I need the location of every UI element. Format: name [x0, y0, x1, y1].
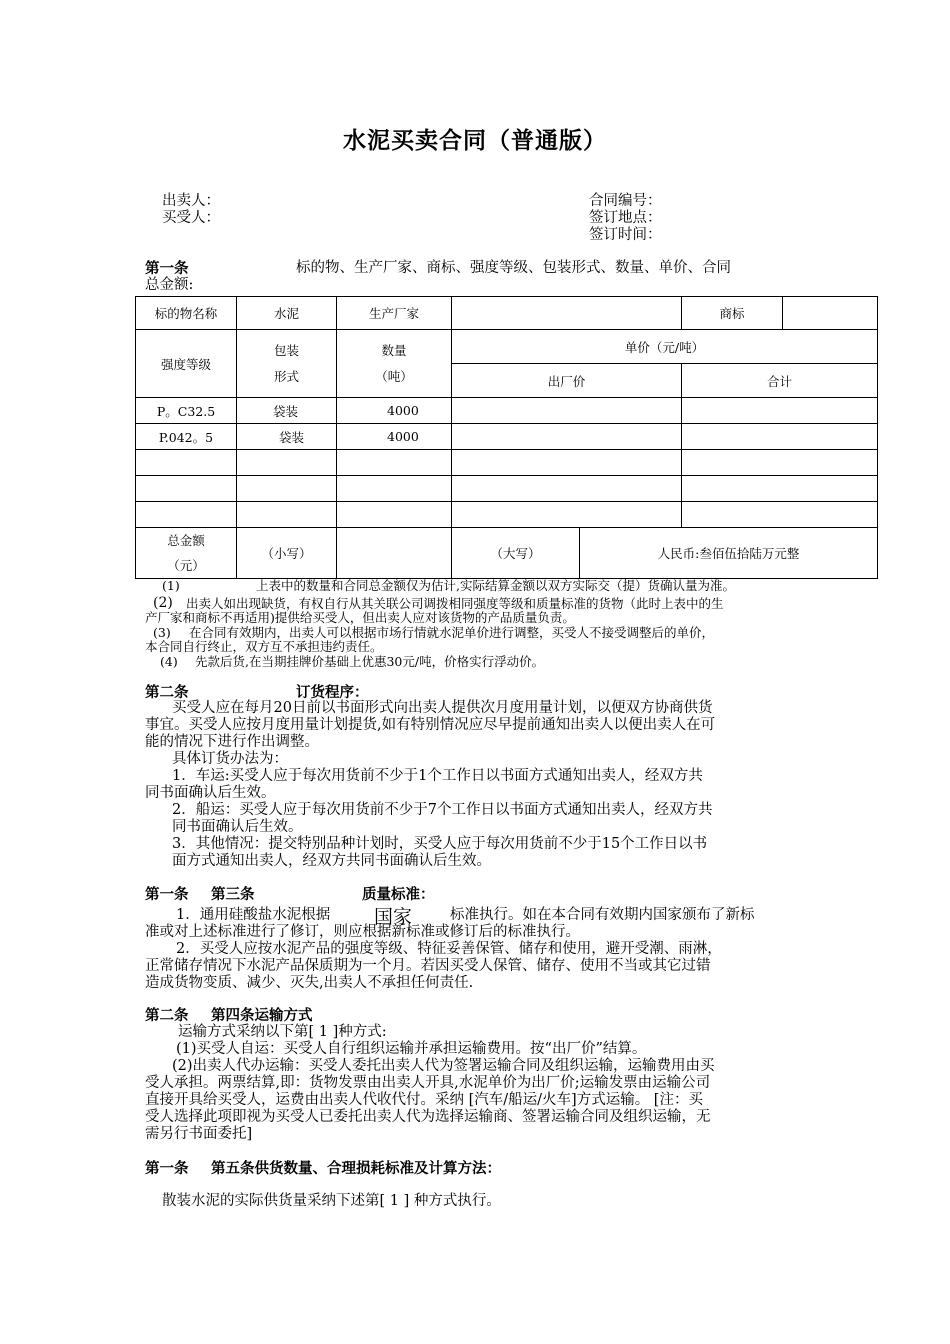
empty-cell	[452, 476, 682, 502]
row1-total	[682, 398, 878, 424]
article1-heading: 标的物、生产厂家、商标、强度等级、包装形式、数量、单价、合同	[296, 260, 731, 276]
article4-heading: 第四条运输方式	[211, 1007, 313, 1024]
row1-factory-price	[452, 398, 682, 424]
total-line1: 总金额	[167, 533, 205, 548]
article5-para1: 散装水泥的实际供货量采纳下述第[ 1 ] 种方式执行。	[162, 1193, 501, 1209]
qty-line1: 数量	[381, 342, 407, 358]
article4-para0: 运输方式采纳以下第[ 1 ]种方式:	[178, 1024, 387, 1040]
note3-num: (3)	[153, 625, 171, 640]
cell-total-header: 合计	[682, 364, 878, 398]
empty-cell	[337, 476, 452, 502]
cell-amount-large-label: （大写）	[452, 528, 580, 579]
article5-label1: 第一条	[145, 1160, 189, 1177]
article3-heading: 质量标准：	[362, 886, 435, 903]
note2-text-cont: 产厂家和商标不再适用)提供给买受人，但出卖人应对该货物的产品质量负责。	[145, 610, 575, 625]
article3-para1: 1．通用硅酸盐水泥根据	[176, 907, 331, 923]
article4-para2-l2: 受人承担。两票结算,即：货物发票由出卖人开具,水泥单价为出厂价;运输发票由运输公司	[145, 1075, 711, 1091]
cell-qty-header	[337, 330, 452, 398]
empty-cell	[237, 502, 337, 528]
seller-field: 出卖人：	[162, 193, 220, 209]
article4-para2-l3: 直接开具给买受人，运费由出卖人代收代付。采纳 [汽车/船运/火车]方式运输。 [注：买	[145, 1092, 703, 1108]
article2-item2-cont: 同书面确认后生效。	[172, 819, 303, 835]
article2-item3: 3．其他情况：提交特别品种计划时，买受人应于每次用货前不少于15个工作日以书	[172, 836, 708, 852]
row2-qty: 4000	[337, 424, 452, 450]
article2-label: 第二条	[145, 684, 189, 701]
goods-table-grid	[135, 296, 878, 579]
document-title: 水泥买卖合同（普通版）	[343, 127, 607, 154]
empty-cell	[337, 450, 452, 476]
row2-total	[682, 424, 878, 450]
empty-cell	[452, 502, 682, 528]
article3-para2-l3: 造成货物变质、减少、灭失,出卖人不承担任何责任.	[145, 975, 474, 991]
article4-para1: (1)买受人自运：买受人自行组织运输并承担运输费用。按“出厂价”结算。	[176, 1041, 647, 1057]
row1-pack: 袋装	[237, 398, 337, 424]
note4-num: (4)	[160, 654, 178, 669]
article4-para2: (2)出卖人代办运输：买受人委托出卖人代为签署运输合同及组织运输，运输费用由买	[172, 1058, 715, 1074]
note2-text: 出卖人如出现缺货，有权自行从其关联公司调拨相同强度等级和质量标准的货物（此时上表中的生	[186, 596, 724, 611]
empty-cell	[337, 502, 452, 528]
cell-goods-name: 水泥	[237, 297, 337, 330]
article2-item3-cont: 面方式通知出卖人，经双方共同书面确认后生效。	[172, 853, 491, 869]
empty-cell	[237, 476, 337, 502]
cell-manufacturer	[452, 297, 682, 330]
cell-amount-small	[337, 528, 452, 579]
article3-para2: 2．买受人应按水泥产品的强度等级、特征妥善保管、储存和使用，避开受潮、雨淋，	[176, 941, 722, 957]
article2-heading: 订货程序：	[296, 684, 369, 701]
empty-cell	[452, 450, 682, 476]
note2-num: (2)	[153, 595, 173, 611]
sign-place-field: 签订地点：	[589, 210, 662, 226]
empty-cell	[136, 502, 237, 528]
row2-factory-price	[452, 424, 682, 450]
sign-time-field: 签订时间：	[589, 227, 662, 243]
cell-factory-price-header: 出厂价	[452, 364, 682, 398]
empty-cell	[136, 476, 237, 502]
note3-text: 在合同有效期内，出卖人可以根据市场行情就水泥单价进行调整，买受人不接受调整后的单价，	[189, 625, 715, 640]
article4-para2-l4: 受人选择此项即视为买受人已委托出卖人代为选择运输商、签署运输合同及组织运输，无	[145, 1109, 711, 1125]
note3-text-cont: 本合同自行终止，双方互不承担违约责任。	[145, 639, 383, 654]
total-line2: （元）	[167, 558, 205, 573]
row2-grade: P.042。5	[136, 424, 237, 450]
article4-para2-l5: 需另行书面委托]	[145, 1126, 253, 1142]
article2-para1-l3: 能的情况下进行作出调整。	[145, 734, 319, 750]
article4-label1: 第二条	[145, 1007, 189, 1024]
article3-para1-rest: 标准执行。如在本合同有效期内国家颁布了新标	[450, 907, 755, 923]
cell-amount-large: 人民币:叁佰伍拾陆万元整	[580, 528, 878, 579]
empty-cell	[136, 450, 237, 476]
article1-label: 第一条	[145, 260, 189, 277]
pack-line2: 形式	[273, 368, 299, 384]
contract-no-field: 合同编号：	[589, 193, 662, 209]
article3-label1: 第一条	[145, 886, 189, 903]
cell-brand-header: 商标	[682, 297, 783, 330]
cell-manufacturer-header: 生产厂家	[337, 297, 452, 330]
empty-cell	[682, 450, 878, 476]
cell-total-amount-header	[136, 528, 237, 579]
row2-pack: 袋装	[237, 424, 337, 450]
row1-grade: P。C32.5	[136, 398, 237, 424]
row1-qty: 4000	[337, 398, 452, 424]
article5-heading: 第五条供货数量、合理损耗标准及计算方法：	[211, 1160, 501, 1177]
article2-para1: 买受人应在每月20日前以书面形式向出卖人提供次月度用量计划，以便双方协商供货	[172, 700, 713, 716]
empty-cell	[682, 502, 878, 528]
cell-brand	[783, 297, 878, 330]
empty-cell	[682, 476, 878, 502]
note1-num: (1)	[162, 578, 180, 593]
cell-amount-small-label: （小写）	[237, 528, 337, 579]
qty-line2: （吨）	[375, 368, 413, 384]
article1-heading-cont: 总金额:	[145, 277, 194, 293]
article2-para2: 具体订货办法为：	[172, 751, 288, 767]
article3-para1-cont: 准或对上述标准进行了修订，则应根据新标准或修订后的标准执行。	[145, 924, 580, 940]
article2-item1: 1．车运:买受人应于每次用货前不少于1个工作日以书面方式通知出卖人，经双方共	[172, 768, 703, 784]
note4-text: 先款后货,在当期挂牌价基础上优惠30元/吨，价格实行浮动价。	[195, 654, 545, 669]
article3-label2: 第三条	[211, 886, 255, 903]
empty-cell	[237, 450, 337, 476]
article3-standard-word: 国家	[374, 906, 413, 928]
article2-item1-cont: 同书面确认后生效。	[145, 785, 276, 801]
cell-price-header: 单价（元/吨）	[452, 330, 878, 364]
note1-text: 上表中的数量和合同总金额仅为估计,实际结算金额以双方实际交（提）货确认量为准。	[256, 578, 735, 593]
article2-item2: 2．船运：买受人应于每次用货前不少于7个工作日以书面方式通知出卖人，经双方共	[172, 802, 713, 818]
article2-para1-l2: 事宜。买受人应按月度用量计划提货,如有特别情况应尽早提前通知出卖人以便出卖人在可	[145, 717, 716, 733]
pack-line1: 包装	[273, 342, 299, 358]
article3-para2-l2: 正常储存情况下水泥产品保质期为一个月。若因买受人保管、储存、使用不当或其它过错	[145, 958, 711, 974]
buyer-field: 买受人：	[162, 210, 220, 226]
cell-pack-header	[237, 330, 337, 398]
cell-grade-header: 强度等级	[136, 330, 237, 398]
cell-goods-name-header: 标的物名称	[136, 297, 237, 330]
